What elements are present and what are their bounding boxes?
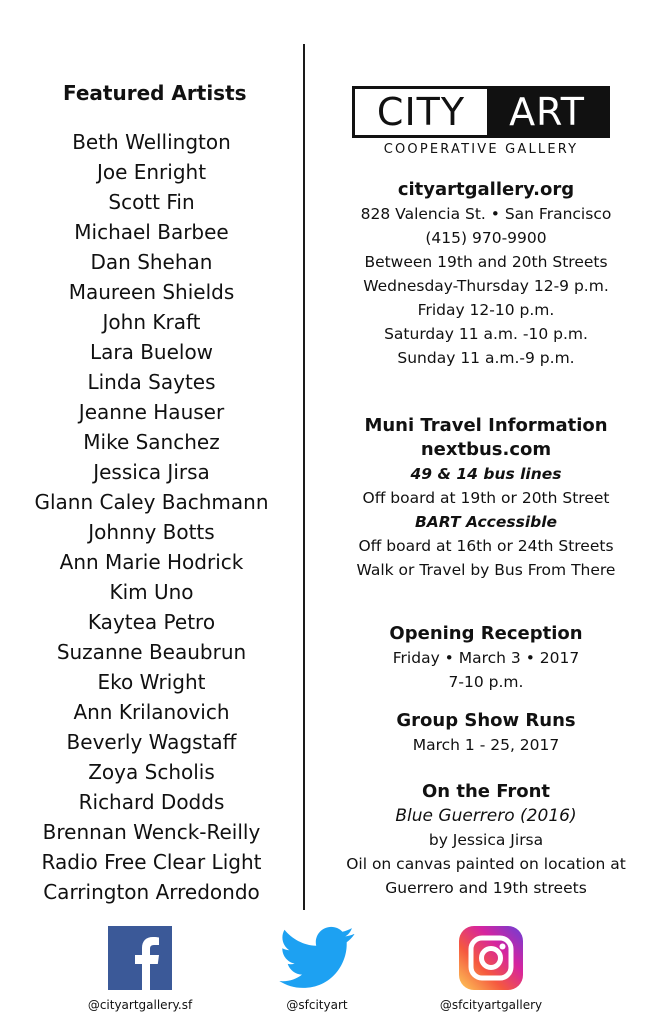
- artist-name: Eko Wright: [97, 670, 206, 694]
- facebook-handle: @cityartgallery.sf: [87, 998, 193, 1012]
- artist-name: Suzanne Beaubrun: [56, 640, 247, 664]
- reception-heading: Opening Reception: [389, 623, 583, 644]
- logo-city-text: CITY: [355, 89, 487, 135]
- featured-artists-section: [0, 78, 303, 907]
- gallery-info: [305, 178, 667, 370]
- artist-name: Scott Fin: [108, 190, 195, 214]
- artist-name: Dan Shehan: [90, 250, 213, 274]
- artist-name: Michael Barbee: [74, 220, 229, 244]
- artist-name: Linda Saytes: [87, 370, 216, 394]
- artist-name: Brennan Wenck-Reilly: [42, 820, 261, 844]
- instagram-icon[interactable]: [458, 926, 524, 990]
- front-location: Guerrero and 19th streets: [385, 879, 587, 897]
- reception-date: Friday • March 3 • 2017: [392, 649, 580, 667]
- reception-time: 7-10 p.m.: [448, 673, 524, 691]
- artist-name: Beverly Wagstaff: [66, 730, 237, 754]
- logo-art-text: ART: [487, 89, 607, 135]
- artist-name: Kim Uno: [109, 580, 194, 604]
- bart-offboard: Off board at 16th or 24th Streets: [358, 537, 614, 555]
- gallery-address: 828 Valencia St. • San Francisco: [360, 205, 612, 223]
- front-medium: Oil on canvas painted on location at: [346, 855, 626, 873]
- front-heading: On the Front: [421, 781, 551, 802]
- artist-name: Kaytea Petro: [87, 610, 216, 634]
- on-the-front: [305, 780, 667, 900]
- walk-info: Walk or Travel by Bus From There: [356, 561, 616, 579]
- artist-name: Mike Sanchez: [83, 430, 220, 454]
- artist-name: Lara Buelow: [89, 340, 214, 364]
- gallery-website[interactable]: cityartgallery.org: [397, 179, 575, 200]
- artist-name: Maureen Shields: [68, 280, 235, 304]
- gallery-hours-line: Sunday 11 a.m.-9 p.m.: [397, 349, 575, 367]
- artist-name: Ann Marie Hodrick: [59, 550, 244, 574]
- gallery-cross-streets: Between 19th and 20th Streets: [364, 253, 608, 271]
- front-artist: by Jessica Jirsa: [428, 831, 544, 849]
- logo-subtitle: COOPERATIVE GALLERY: [383, 142, 579, 157]
- bus-offboard: Off board at 19th or 20th Street: [362, 489, 610, 507]
- twitter-icon[interactable]: [279, 926, 355, 990]
- group-show: [305, 709, 667, 757]
- bus-lines: 49 & 14 bus lines: [410, 465, 562, 483]
- artist-list: [0, 127, 303, 907]
- artist-name: Beth Wellington: [72, 130, 231, 154]
- opening-reception: [305, 622, 667, 694]
- twitter-link[interactable]: [247, 926, 387, 1012]
- artist-name: Richard Dodds: [78, 790, 225, 814]
- twitter-handle: @sfcityart: [286, 998, 348, 1012]
- facebook-icon[interactable]: [108, 926, 172, 990]
- front-artwork-title: Blue Guerrero (2016): [395, 806, 577, 826]
- muni-website[interactable]: nextbus.com: [420, 439, 552, 460]
- gallery-hours-line: Saturday 11 a.m. -10 p.m.: [384, 325, 588, 343]
- city-art-logo: [352, 86, 610, 138]
- artist-name: Joe Enright: [96, 160, 207, 184]
- artist-name: Zoya Scholis: [88, 760, 215, 784]
- muni-info: [305, 414, 667, 582]
- artist-name: Radio Free Clear Light: [41, 850, 262, 874]
- artist-name: Ann Krilanovich: [73, 700, 230, 724]
- group-show-heading: Group Show Runs: [396, 710, 576, 731]
- artist-name: Glann Caley Bachmann: [34, 490, 269, 514]
- artist-name: Carrington Arredondo: [43, 880, 260, 904]
- artist-name: Johnny Botts: [88, 520, 215, 544]
- artist-name: Jeanne Hauser: [78, 400, 225, 424]
- instagram-link[interactable]: [421, 926, 561, 1012]
- artist-name: Jessica Jirsa: [93, 460, 210, 484]
- instagram-handle: @sfcityartgallery: [439, 998, 543, 1012]
- gallery-hours-line: Wednesday-Thursday 12-9 p.m.: [363, 277, 609, 295]
- muni-heading: Muni Travel Information: [364, 415, 608, 436]
- gallery-hours-line: Friday 12-10 p.m.: [417, 301, 555, 319]
- gallery-phone: (415) 970-9900: [425, 229, 547, 247]
- artist-name: John Kraft: [102, 310, 201, 334]
- featured-artists-heading: Featured Artists: [63, 81, 247, 105]
- group-show-dates: March 1 - 25, 2017: [412, 736, 560, 754]
- bart-accessible: BART Accessible: [414, 513, 558, 531]
- facebook-link[interactable]: [70, 926, 210, 1012]
